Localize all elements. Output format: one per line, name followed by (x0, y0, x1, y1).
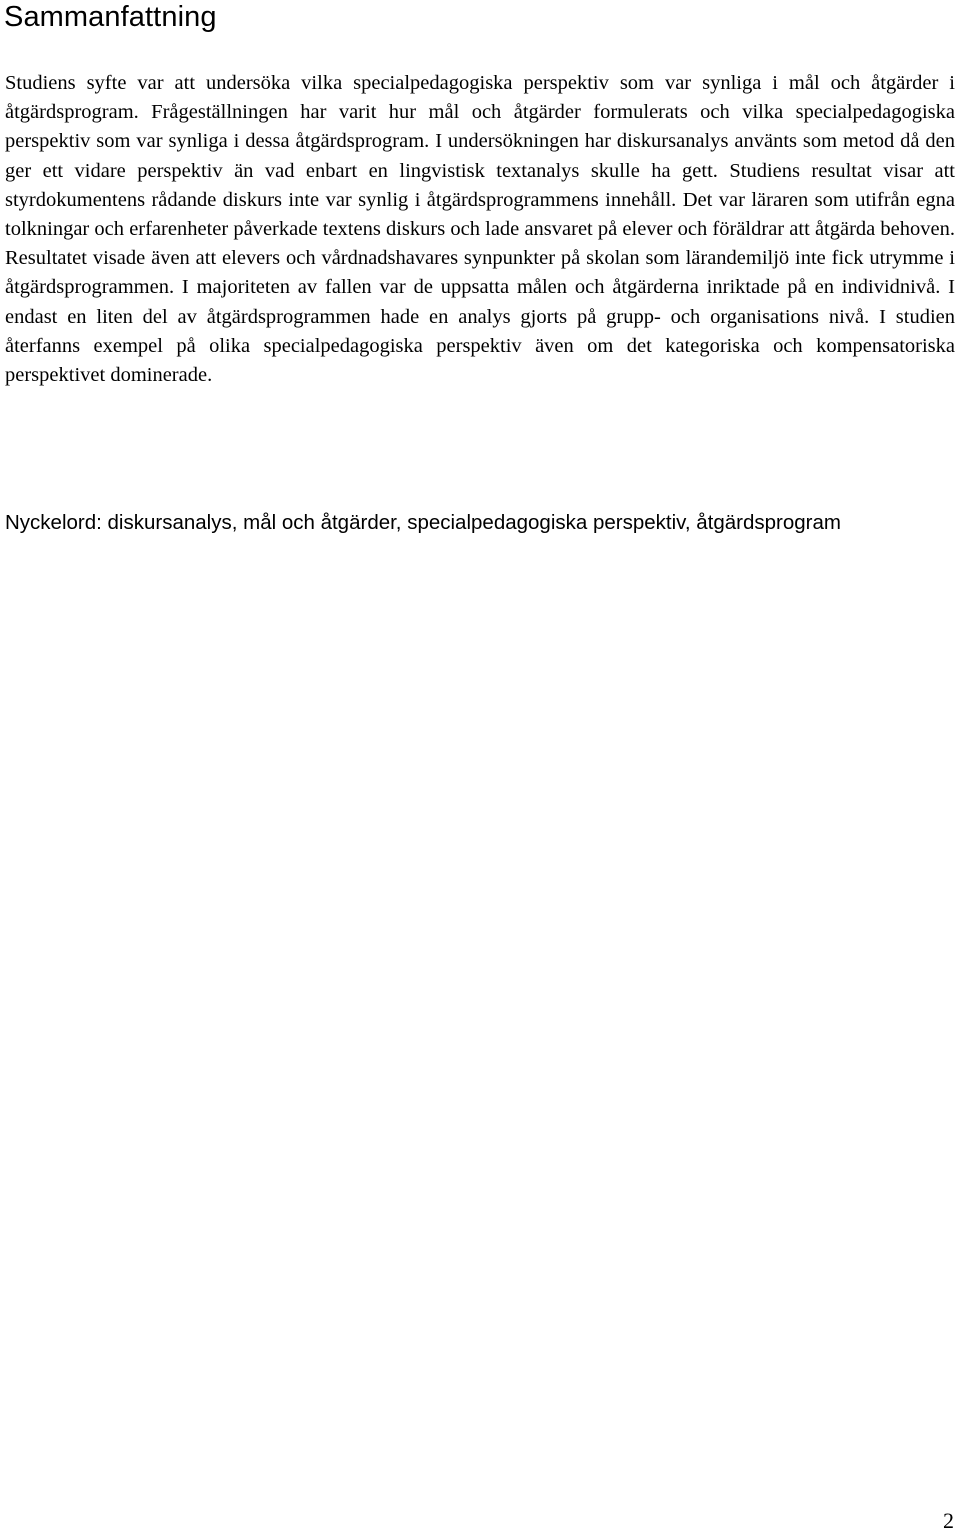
abstract-paragraph: Studiens syfte var att undersöka vilka specialpedagogiska perspektiv som var synliga i mål och åtgärder i åtgärdsprogram. Frågeställningen har varit hur mål och åtgärder formulerats och vilka specialpedagogiska perspektiv som var synliga i dessa åtgärdsprogram. I undersökningen har diskursanalys använts som metod då den ger ett vidare perspektiv än vad enbart en lingvistisk textanalys skulle ha gett. Studiens resultat visar att styrdokumentens rådande diskurs inte var synlig i åtgärdsprogrammens innehåll. Det var läraren som utifrån egna tolkningar och erfarenheter påverkade textens diskurs och lade ansvaret på elever och föräldrar att åtgärda behoven. Resultatet visade även att elevers och vårdnadshavares synpunkter på skolan som lärandemiljö inte fick utrymme i åtgärdsprogrammen. I majoriteten av fallen var de uppsatta målen och åtgärderna inriktade på en individnivå. I endast en liten del av åtgärdsprogrammen hade en analys gjorts på grupp- och organisations nivå. I studien återfanns exempel på olika specialpedagogiska perspektiv även om det kategoriska och kompensatoriska perspektivet dominerade. (5, 72, 955, 387)
page-title: Sammanfattning (4, 1, 217, 33)
keywords-line: Nyckelord: diskursanalys, mål och åtgärder, specialpedagogiska perspektiv, åtgärdsprogram (5, 511, 841, 534)
page-number: 2 (943, 1508, 954, 1533)
